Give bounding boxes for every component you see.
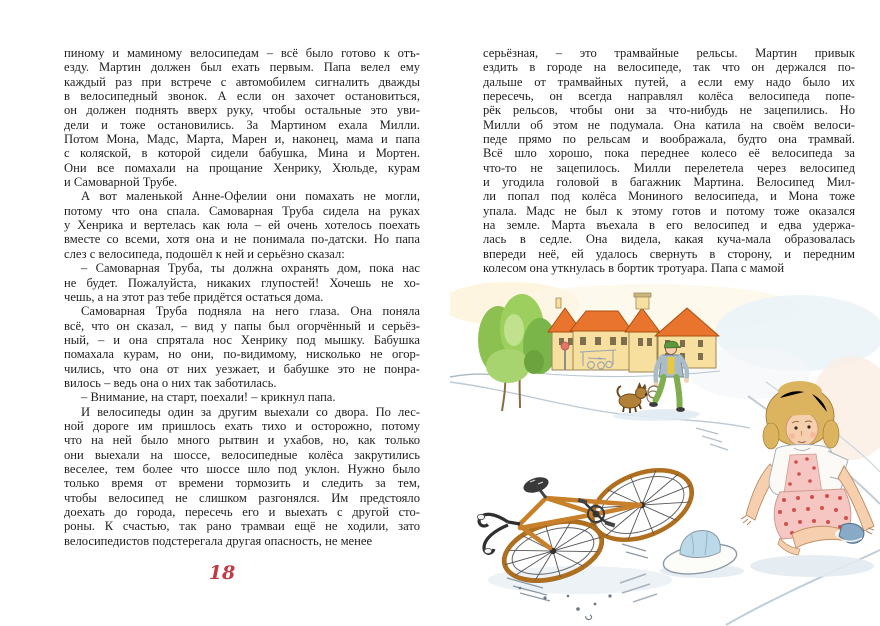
text-line: Всё шло хорошо, пока переднее колесо её велосипеда за [483, 146, 855, 161]
paragraph [64, 390, 420, 404]
text-line: и Самоварной Трубе. [64, 175, 178, 190]
text-line: рёк рельсов, чтобы они за что-нибудь не зацепились. Но [483, 103, 855, 118]
right-page-text [483, 46, 855, 276]
text-line: лась в седле. Она видела, какая куча-мала образовалась [483, 232, 855, 247]
text-line: упала. Мадс не был к этому готов и потому тоже оказался [483, 203, 855, 218]
text-line: что-то не зацепилось. Милли перелетела через велосипед [483, 160, 855, 175]
saddle [521, 474, 550, 495]
text-line: веселее, тем более что шоссе шло под уклон. Нужно было [64, 461, 420, 476]
paragraph [483, 46, 855, 276]
text-line: вилось – ведь она о них так заботилась. [64, 375, 277, 390]
dog [617, 382, 647, 413]
fallen-bicycle [477, 455, 704, 619]
text-line: только время от времени тормозить и следить за тем, [64, 476, 420, 491]
text-line: в велосипедный звонок. А если он захочет остановиться, [64, 89, 420, 104]
text-line: Милли об этом не подумала. Она катила на своём велоси- [483, 117, 855, 132]
paragraph [64, 405, 420, 548]
text-line: помахала курам, но они, по-видимому, нисколько не огор- [64, 347, 420, 362]
text-line: Потом Мона, Мадс, Марта, Марен и, наконец, мама и папа [64, 132, 420, 147]
text-line: роны. К счастью, так рано трамваи ещё не ходили, зато [64, 519, 420, 534]
left-page-text [64, 46, 420, 548]
text-line: он должен поднять вверх руку, чтобы остальные это уви- [64, 103, 420, 118]
paragraph [64, 189, 420, 261]
text-line: педе прямо по рельсам и воображала, будто она трамвай. [483, 132, 855, 147]
text-line: ездить в городе на велосипеде, так что он держался по- [483, 60, 855, 75]
text-line: слез с велосипеда, подошёл к ней и серьёзно сказал: [64, 246, 345, 261]
text-line: на земле. Марта въехала в его велосипед и едва удержа- [483, 218, 855, 233]
red-pillar-top [561, 342, 569, 350]
page-number: 18 [208, 562, 236, 584]
text-line: чтобы велосипед не слишком разгонялся. Им предстояло [64, 490, 420, 505]
text-line: доехать до города, пересечь его и выехать с другой сто- [64, 505, 420, 519]
handlebars [479, 514, 520, 553]
text-line: И велосипеды один за другим выехали со двора. По лес- [81, 404, 420, 419]
text-line: не будет. Пожалуйста, никаких глупостей! Хочешь не хо- [64, 275, 420, 290]
text-line: чешь, а на этот раз тебе придётся остаться дома. [64, 289, 324, 304]
paragraph [64, 46, 420, 189]
text-line: Самоварная Труба подняла на него глаза. Она поняла [81, 304, 420, 319]
sailor-hat [620, 531, 744, 603]
text-line: пересечь, он всегда направлял колёса велосипеда попе- [483, 89, 855, 104]
text-line: с коляской, в которой сидели бабушка, Мина и Мортен. [64, 146, 420, 161]
paragraph [64, 304, 420, 390]
text-line: впереди неё, ей удалось свернуть в сторону, и передним [483, 246, 855, 261]
text-line: чились, что она от них уезжает, и бабушке это не понра- [64, 361, 420, 376]
text-line: Они все помахали на прощание Хенрику, Хюльде, курам [64, 160, 420, 175]
text-line: у Хенрика и вертелась как юла – ей очень хотелось поехать [64, 218, 420, 233]
text-line: что на ней было много рытвин и ухабов, но, как только [64, 433, 420, 448]
text-line: дальше от трамвайных путей, а если ему надо было их [483, 74, 855, 89]
text-line: ли попал под колёса Мониного велосипеда, и Мона тоже [483, 189, 855, 204]
text-line: велосипедистов подстерегала другая опасность, не менее [64, 533, 373, 548]
text-line: вместе со всеми, хотя она и не понимала по-датски. Но папа [64, 232, 420, 247]
text-line: серьёзная, – это трамвайные рельсы. Мартин привык [483, 46, 855, 60]
text-line: колесом она уткнулась в бортик тротуара. Папа с мамой [483, 261, 785, 276]
text-line: они выехали на шоссе, велосипедные колёса закрутились [64, 447, 420, 462]
text-line: каждый раз при встрече с автомобилем сигналить дважды [64, 74, 420, 89]
text-line: – Самоварная Труба, ты должна охранять дом, пока нас [81, 261, 420, 276]
face [786, 411, 818, 446]
text-line: потому что она спала. Самоварная Труба сидела на руках [64, 203, 420, 218]
text-line: ный, – и она спрятала нос Хенрику под мышку. Бабушка [64, 332, 420, 347]
paragraph [64, 261, 420, 304]
text-line: всё, что он сказал, – вид у папы был огорчённый и серьёз- [64, 318, 420, 333]
text-line: езду. Мартин должен был ехать первым. Папа велел ему [64, 60, 420, 75]
text-line: – Внимание, на старт, поехали! – крикнул папа. [81, 390, 336, 405]
illustration-bicycle-crash [450, 278, 880, 626]
text-line: пиному и маминому велосипедам – всё было готово к отъ- [64, 46, 420, 60]
text-line: А вот маленькой Анне-Офелии они помахать не могли, [81, 189, 420, 204]
text-line: дели и тоже остановились. За Мартином ехала Милли. [64, 117, 420, 132]
text-line: ной дороге им пришлось ехать тихо и осторожно, потому [64, 418, 420, 433]
text-line: и угодила головой в багажник Мартина. Велосипед Мил- [483, 175, 855, 190]
